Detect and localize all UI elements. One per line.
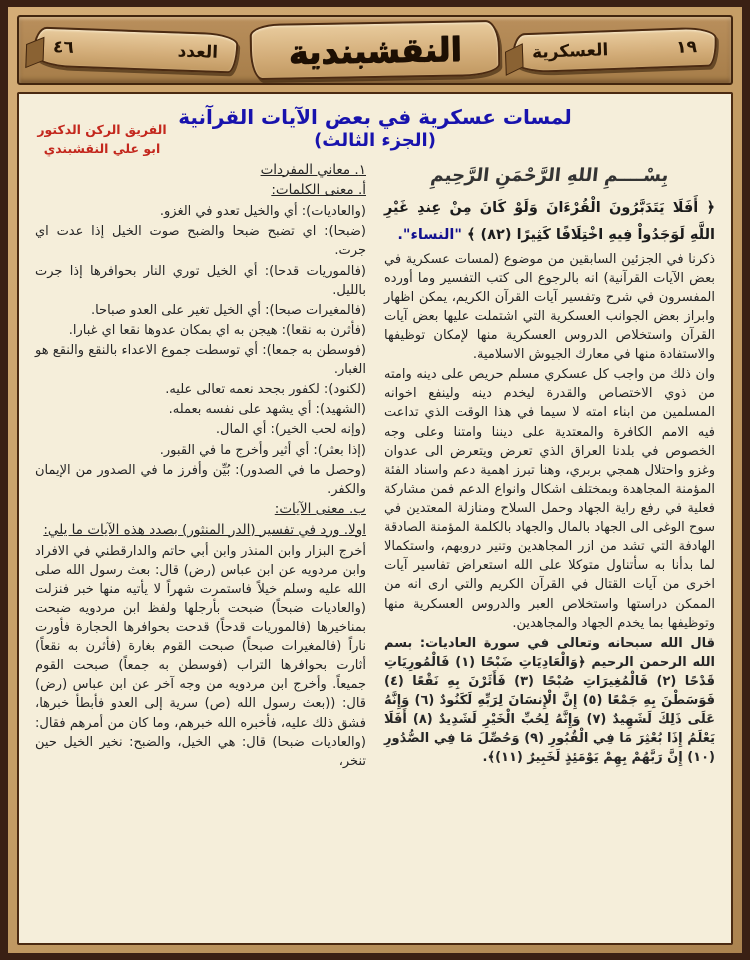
- author-block: [37, 120, 167, 159]
- author-rank: الفريق الركن الدكتور: [37, 122, 167, 137]
- definition-item: (الشهيد): أي يشهد على نفسه بعمله.: [168, 402, 366, 418]
- definition-item: (فالموريات قدحا): أي الخيل توري النار بحوافرها إذا جرت بالليل.: [35, 263, 366, 298]
- vocab-section-heading: ١. معاني المفردات: [260, 161, 366, 178]
- definition-item: (فوسطن به جمعا): أي توسطت جموع الاعداء بالنقع والنقع هو الغبار.: [35, 342, 366, 378]
- article-page: [17, 92, 733, 945]
- definition-item: (لكنود): لكفور بجحد نعمه تعالى عليه.: [165, 382, 366, 398]
- words-meaning-heading: أ. معنى الكلمات:: [271, 182, 366, 199]
- intro-paragraph-1: ذكرنا في الجزئين السابقين من موضوع (لمسات عسكرية في بعض الآيات القرآنية) انه بالرجوع الى كتب التفسير وما أورده المفسرون في شرح وتفسير آيات القرآن الكريم، يمكن اظهار وابراز بعض الجوانب العسكرية التي اشتملت عليها بعض آيات القرآن واستخلاص الدروس العسكرية منها لإمكان توظيفها والاستفادة منها في معارك الجيوش الاسلامية.: [384, 251, 715, 363]
- definition-item: (فأثرن به نقعا): هيجن به اي بمكان عدوها نقعا اي غبارا.: [68, 322, 366, 338]
- first-tafsir-heading: اولا. ورد في تفسير (الدر المنثور) بصدد هذه الآيات ما يلي:: [43, 521, 366, 538]
- surah-adiyat-quote: قال الله سبحانه وتعالى في سورة العاديات: بسم الله الرحمن الرحيم ﴿وَالْعَادِيَاتِ ضَبْحًا (١) فَالْمُورِيَاتِ قَدْحًا (٢) فَالْمُغِيرَاتِ صُبْحًا (٣) فَأَثَرْنَ بِهِ نَقْعًا (٤) فَوَسَطْنَ بِهِ جَمْعًا (٥) إِنَّ الْإِنسَانَ لِرَبِّهِ لَكَنُودٌ (٦) وَإِنَّهُ عَلَى ذَلِكَ لَشَهِيدٌ (٧) وَإِنَّهُ لِحُبِّ الْخَيْرِ لَشَدِيدٌ (٨) أَفَلَا يَعْلَمُ إِذَا بُعْثِرَ مَا فِي الْقُبُورِ (٩) وَحُصِّلَ مَا فِي الصُّدُورِ (١٠) إِنَّ رَبَّهُمْ بِهِمْ يَوْمَئِذٍ لَخَبِيرٌ (١١)﴾.: [384, 635, 716, 766]
- page-frame: [8, 7, 742, 953]
- issue-label: العدد: [177, 41, 219, 63]
- right-column: [384, 161, 715, 772]
- definition-item: (إذا بعثر): أي أثير وأخرج ما في القبور.: [159, 442, 366, 458]
- article-title: لمسات عسكرية في بعض الآيات القرآنية: [178, 105, 572, 129]
- issue-number: ٤٦: [52, 37, 75, 58]
- section-label: العسكرية: [531, 40, 609, 63]
- page-number: ١٩: [675, 37, 698, 58]
- article-subtitle: (الجزء الثالث): [314, 130, 436, 151]
- magazine-title: النقشبندية: [288, 28, 462, 72]
- definition-item: (وحصل ما في الصدور): بُيِّن وأفرز ما في الصدور من الإيمان والكفر.: [35, 462, 366, 497]
- definition-item: (وإنه لحب الخير): أي المال.: [215, 422, 366, 438]
- definition-item: (فالمغيرات صبحا): أي الخيل تغير على العدو صباحا.: [90, 302, 366, 318]
- verse-text: ﴿ أَفَلَا يَتَدَبَّرُونَ الْقُرْءَانَ وَلَوْ كَانَ مِنْ عِندِ غَيْرِ اللَّهِ لَوَجَدُواْ فِيهِ اخْتِلَافًا كَثِيرًا (٨٢) ﴾: [384, 199, 715, 243]
- author-name: ابو علي النقشبندي: [43, 141, 161, 157]
- section-ribbon: [511, 26, 717, 73]
- intro-paragraph-2: وان ذلك من واجب كل عسكري مسلم حريص على دينه وامته من ذوي الاختصاص والقدرة ليخدم دينه ولينفع اخوانه المسلمين من ابناء امته لا سيما في هذا الوقت الذي تداعت فيه الامم الكافرة والمعتدية على ديننا وامتنا وعلى وجه الخصوص في بلدنا العراق الذي تعرض ويتعرض الى عدوان وغزو واحتلال همجي بربري، وهنا تبرز اهمية دعم واسناد الفئة المؤمنة المجاهدة وبمختلف اشكال وانواع الدعم فمن مشاركة فعلية في رفع راية الجهاد وحمل السلاح ومنازلة المعتدين في سوح الوغى الى الجهاد بالمال والجهاد بالكلمة المؤمنة الصادقة الهادفة التي تشد من ازر المجاهدين وتنير دروبهم، واستكمالا لما بدأنا به سأتناول متوكلا على الله استعراض تفاسير آيات اخرى من آيات القتال في القرآن الكريم والتي ارى انه من الممكن دراستها واستخلاص العبر والدروس العسكرية منها وتوظيفها بما يخدم الجهاد والمجاهدين.: [384, 367, 715, 631]
- two-column-body: [35, 161, 715, 772]
- verse-reference: "النساء".: [397, 226, 462, 243]
- header-banner: [17, 15, 733, 85]
- issue-ribbon: [32, 26, 238, 73]
- quran-verse: [384, 195, 715, 249]
- definition-item: (ضبحا): اي تضبح ضبحا والضبح صوت الخيل إذا عدت اي جرت.: [35, 224, 366, 259]
- definition-item: (والعاديات): أي والخيل تعدو في الغزو.: [159, 204, 366, 220]
- verses-meaning-heading: ب. معنى الآيات:: [274, 500, 366, 517]
- magazine-logo-ribbon: [250, 20, 501, 80]
- basmala-calligraphy: بِسْــــمِ اللهِ الرَّحْمَنِ الرَّحِيمِ: [429, 164, 670, 186]
- tafsir-paragraph: أخرج البزار وابن المنذر وابن أبي حاتم والدارقطني في الافراد وابن مردويه عن ابن عباس (رض) قال: بعث رسول الله صلى الله عليه وسلم خيلاً فاستمرت شهراً لا يأتيه منها خبر فنزلت (والعاديات ضبحاً) ضبحت بأرجلها ولفظ ابن مردويه ضبحت بمناخيرها (فالموريات قدحاً) قدحت بحوافرها الحجارة فأورت ناراً (فالمغيرات صبحاً) صبحت القوم بغارة (فأثرن به نقعاً) أثارت بحوافرها التراب (فوسطن به جمعاً) صبحت القوم جميعاً. وأخرج ابن مردويه من وجه آخر عن ابن عباس (رض) قال: ((بعث رسول الله (ص) سرية إلى العدو فأبطأ خبرها، فشق ذلك عليه، فأخبره الله خبرهم، وما كان من أمرهم فقال: (والعاديات ضبحا) قال: هي الخيل، والضبح: نخير الخيل حين تنخر،: [35, 543, 366, 769]
- left-column: [35, 161, 366, 772]
